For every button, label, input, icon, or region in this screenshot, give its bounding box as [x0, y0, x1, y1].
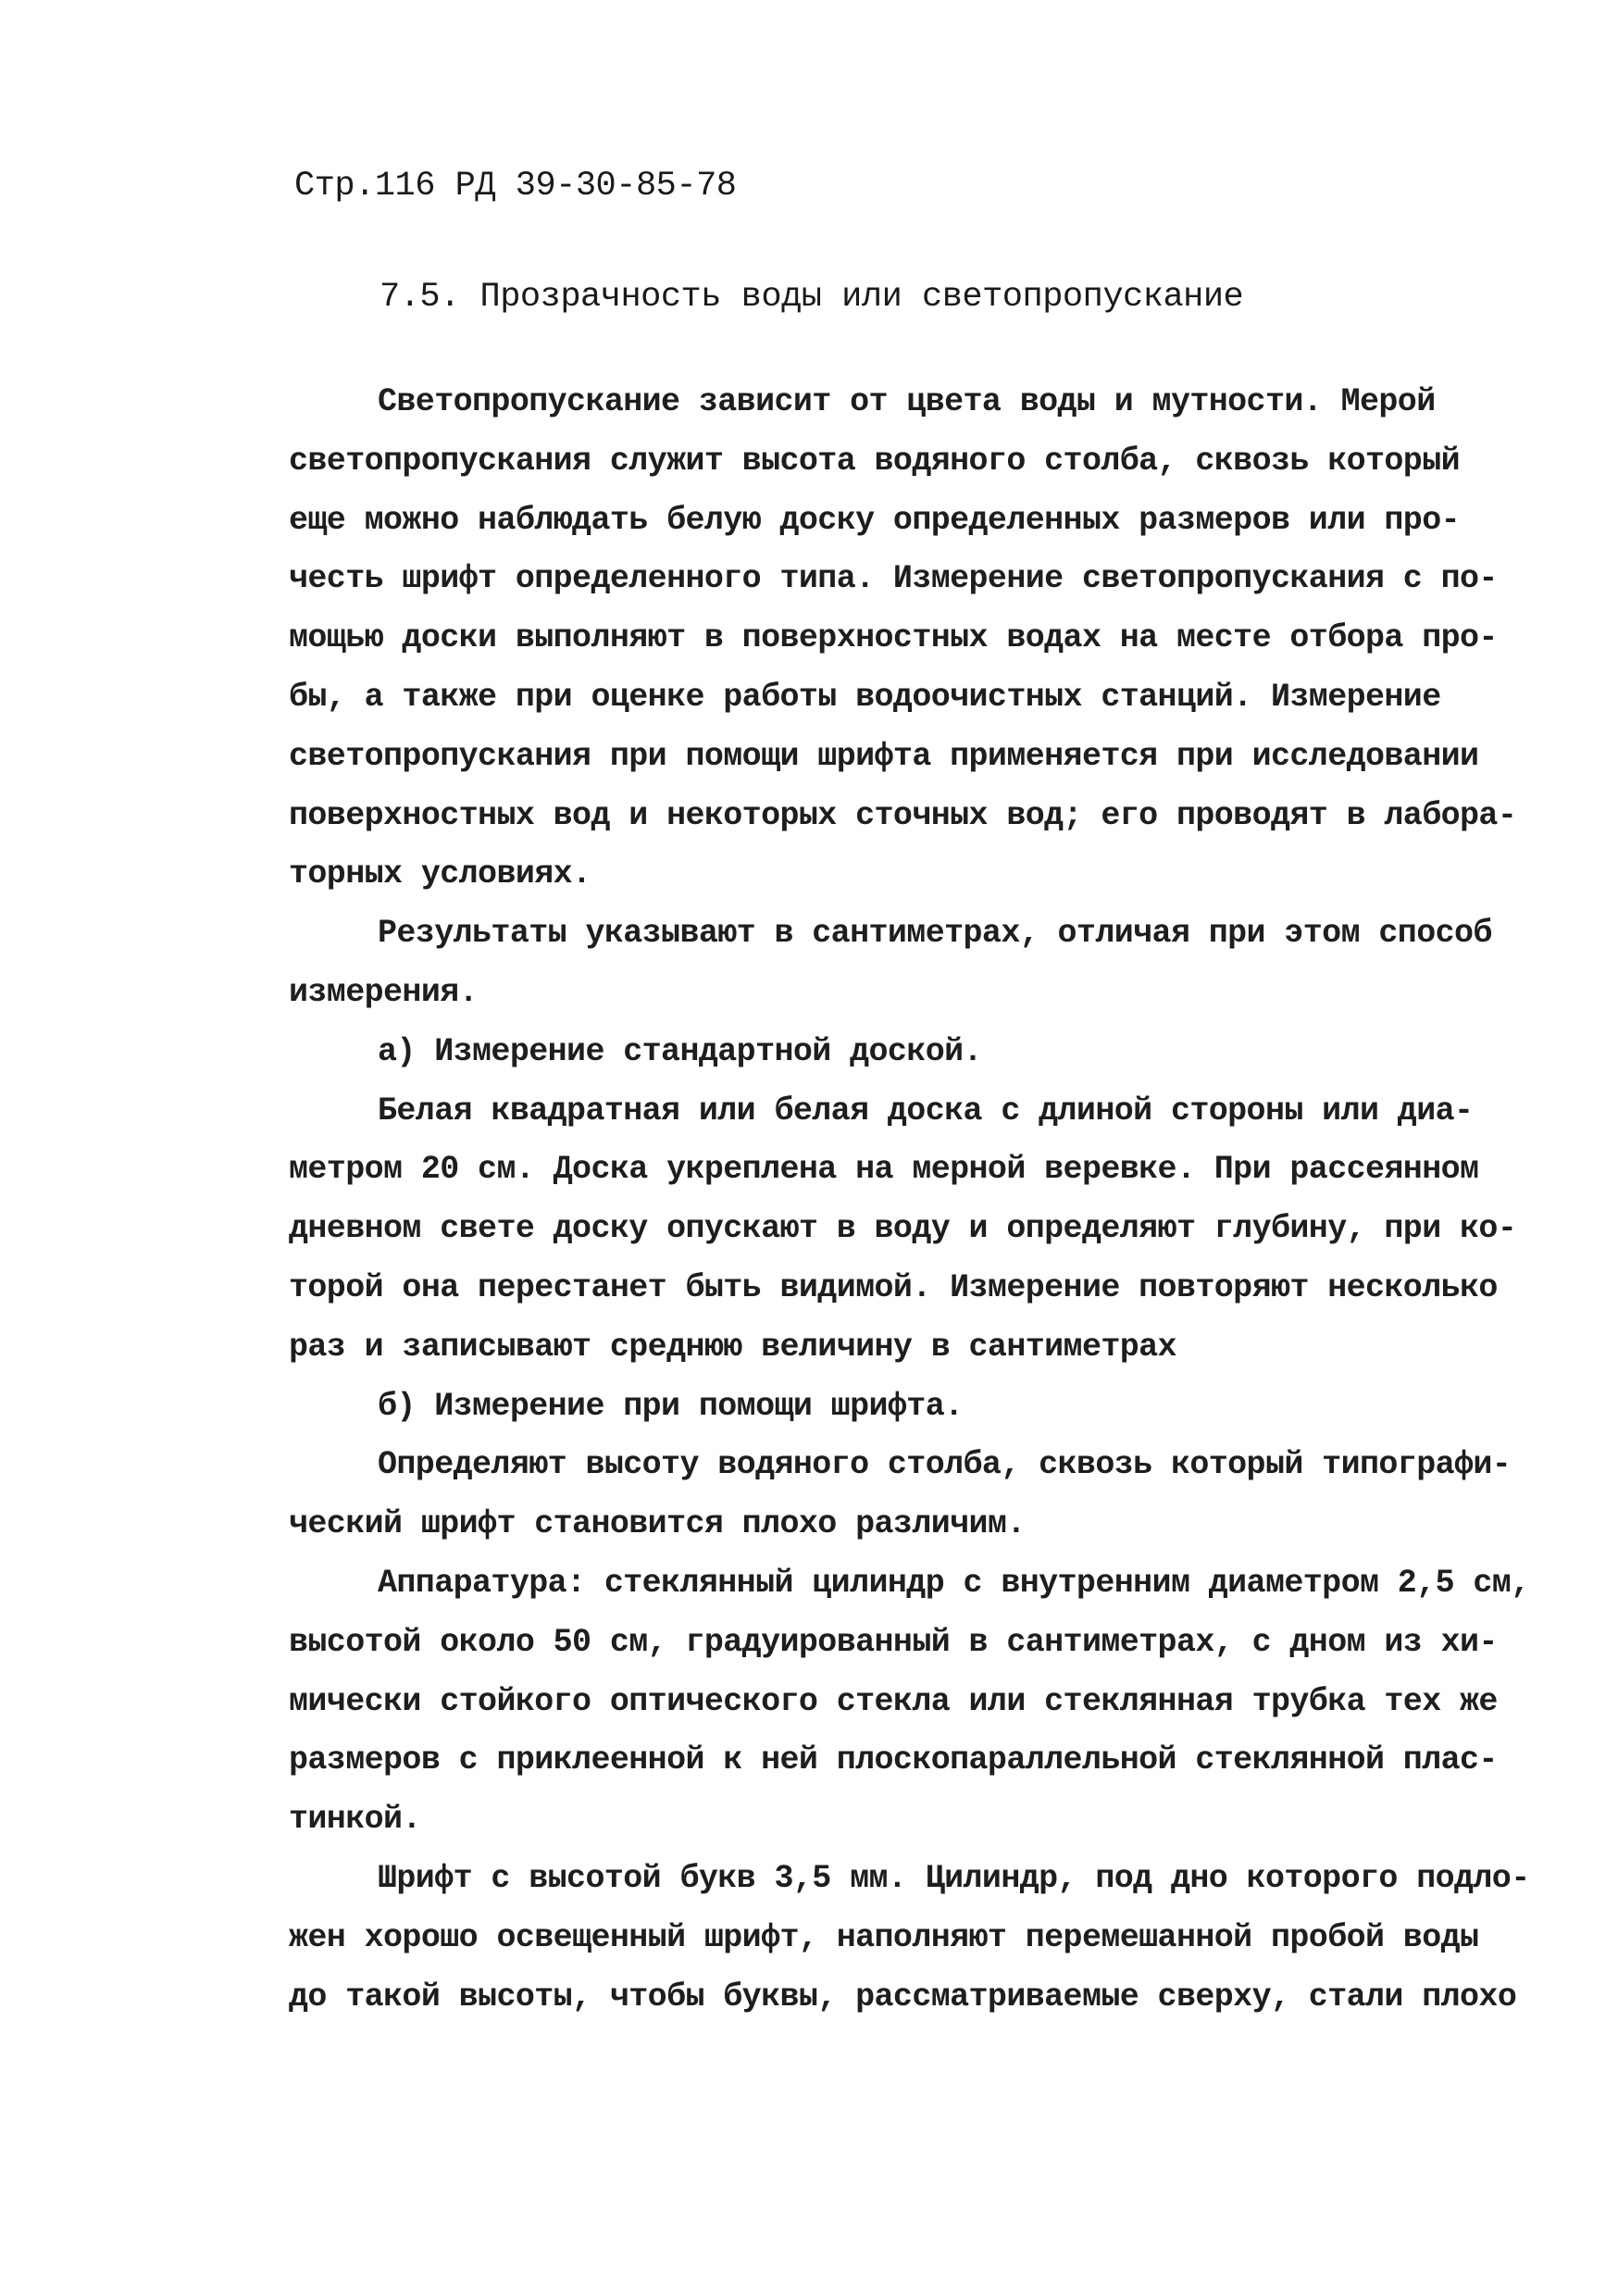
- text-line: б) Измерение при помощи шрифта.: [378, 1387, 964, 1425]
- text-line: еще можно наблюдать белую доску определенных размеров или про-: [289, 501, 1461, 539]
- text-line: Определяют высоту водяного столба, сквозь который типографи-: [378, 1446, 1512, 1484]
- text-line: высотой около 50 см, градуированный в сантиметрах, с дном из хи-: [289, 1623, 1498, 1661]
- text-line: светопропускания служит высота водяного столба, сквозь который: [289, 442, 1461, 480]
- text-line: Результаты указывают в сантиметрах, отличая при этом способ: [378, 915, 1492, 953]
- text-line: а) Измерение стандартной доской.: [378, 1032, 982, 1070]
- text-line: торой она перестанет быть видимой. Измерение повторяют несколько: [289, 1268, 1498, 1306]
- text-line: тинкой.: [289, 1801, 421, 1839]
- body-text: [289, 373, 1530, 2027]
- text-line: жен хорошо освещенный шрифт, наполняют перемешанной пробой воды: [289, 1918, 1479, 1956]
- text-line: метром 20 см. Доска укреплена на мерной веревке. При рассеянном: [289, 1151, 1479, 1189]
- text-line: ческий шрифт становится плохо различим.: [289, 1505, 1026, 1543]
- text-line: раз и записывают среднюю величину в сантиметрах: [289, 1328, 1176, 1366]
- page-header: Стр.116 РД 39-30-85-78: [294, 167, 737, 206]
- text-line: размеров с приклеенной к ней плоскопараллельной стеклянной плас-: [289, 1741, 1498, 1779]
- text-line: измерения.: [289, 973, 479, 1011]
- section-title: 7.5. Прозрачность воды или светопропускание: [380, 278, 1244, 317]
- text-line: честь шрифт определенного типа. Измерение светопропускания с по-: [289, 560, 1498, 598]
- text-line: Шрифт с высотой букв 3,5 мм. Цилиндр, под дно которого подло-: [378, 1859, 1530, 1897]
- text-line: Аппаратура: стеклянный цилиндр с внутренним диаметром 2,5 см,: [378, 1564, 1530, 1602]
- text-line: мощью доски выполняют в поверхностных водах на месте отбора про-: [289, 619, 1498, 657]
- text-line: мически стойкого оптического стекла или стеклянная трубка тех же: [289, 1682, 1498, 1720]
- text-line: бы, а также при оценке работы водоочистных станций. Измерение: [289, 678, 1441, 716]
- text-line: поверхностных вод и некоторых сточных вод; его проводят в лабора-: [289, 796, 1517, 834]
- text-line: торных условиях.: [289, 855, 591, 893]
- text-line: до такой высоты, чтобы буквы, рассматриваемые сверху, стали плохо: [289, 1978, 1517, 2015]
- text-line: Белая квадратная или белая доска с длиной стороны или диа-: [378, 1092, 1474, 1129]
- text-line: светопропускания при помощи шрифта применяется при исследовании: [289, 737, 1479, 775]
- text-line: дневном свете доску опускают в воду и определяют глубину, при ко-: [289, 1210, 1517, 1248]
- text-line: Светопропускание зависит от цвета воды и мутности. Мерой: [378, 383, 1436, 420]
